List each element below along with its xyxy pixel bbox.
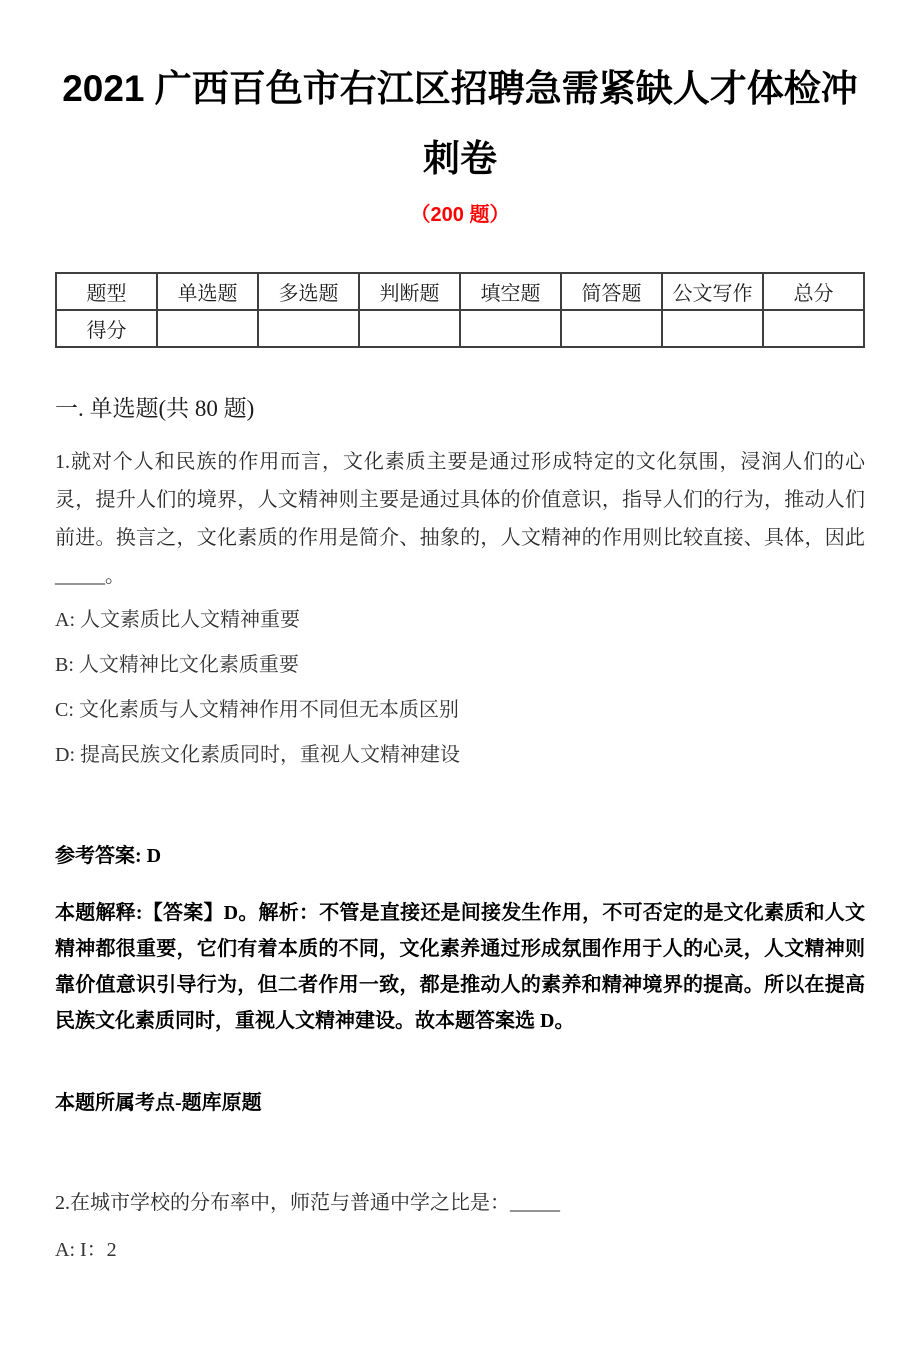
- table-header-short-answer: 简答题: [561, 273, 662, 310]
- score-cell-empty: [662, 310, 763, 347]
- score-cell-empty: [157, 310, 258, 347]
- table-header-document-writing: 公文写作: [662, 273, 763, 310]
- question-1-stem: 1.就对个人和民族的作用而言，文化素质主要是通过形成特定的文化氛围，浸润人们的心灵，提升人们的境界，人文精神则主要是通过具体的价值意识，指导人们的行为，推动人们前进。换言之，文化素质的作用是简介、抽象的，人文精神的作用则比较直接、具体，因此_____。: [55, 451, 865, 587]
- table-header-multi-choice: 多选题: [258, 273, 359, 310]
- answer-label: 参考答案:: [55, 845, 142, 867]
- score-cell-empty: [763, 310, 864, 347]
- question-1-option-b: [55, 652, 865, 678]
- option-text: 提高民族文化素质同时，重视人文精神建设: [80, 744, 460, 766]
- question-2-option-a: [55, 1237, 865, 1263]
- option-label: A:: [55, 609, 75, 631]
- question-1-source-note: 本题所属考点-题库原题: [55, 1092, 262, 1114]
- score-table: [55, 272, 865, 348]
- table-header-total-score: 总分: [763, 273, 864, 310]
- page-title: 2021 广西百色市右江区招聘急需紧缺人才体检冲刺卷: [62, 68, 858, 179]
- question-count: （200 题）: [410, 204, 510, 226]
- table-header-fill-blank: 填空题: [460, 273, 561, 310]
- option-label: B:: [55, 654, 74, 676]
- score-table-header-row: [56, 273, 864, 310]
- answer-value: D: [146, 845, 162, 867]
- option-text: I：2: [80, 1239, 117, 1261]
- exam-paper: [0, 54, 920, 1356]
- option-label: A:: [55, 1239, 75, 1261]
- score-cell-empty: [359, 310, 460, 347]
- option-text: 人文素质比人文精神重要: [80, 609, 300, 631]
- question-1-answer-line: [55, 843, 865, 869]
- score-row-label: 得分: [56, 310, 157, 347]
- table-header-single-choice: 单选题: [157, 273, 258, 310]
- question-1-explanation: 本题解释:【答案】D。解析：不管是直接还是间接发生作用，不可否定的是文化素质和人文精神都很重要，它们有着本质的不同，文化素养通过形成氛围作用于人的心灵，人文精神则靠价值意识引导行为，但二者作用一致，都是推动人的素养和精神境界的提高。所以在提高民族文化素质同时，重视人文精神建设。故本题答案选 D。: [55, 902, 865, 1032]
- score-cell-empty: [460, 310, 561, 347]
- question-1-option-a: [55, 607, 865, 633]
- table-header-question-type: 题型: [56, 273, 157, 310]
- option-text: 文化素质与人文精神作用不同但无本质区别: [78, 699, 459, 721]
- score-cell-empty: [258, 310, 359, 347]
- table-header-true-false: 判断题: [359, 273, 460, 310]
- section-heading: 一. 单选题(共 80 题): [55, 396, 255, 421]
- question-2-stem: 2.在城市学校的分布率中，师范与普通中学之比是：_____: [55, 1192, 560, 1214]
- option-text: 人文精神比文化素质重要: [78, 654, 299, 676]
- question-1-option-c: [55, 697, 865, 723]
- option-label: D:: [55, 744, 75, 766]
- score-row: [56, 310, 864, 347]
- option-label: C:: [55, 699, 74, 721]
- score-cell-empty: [561, 310, 662, 347]
- question-1-option-d: [55, 742, 865, 768]
